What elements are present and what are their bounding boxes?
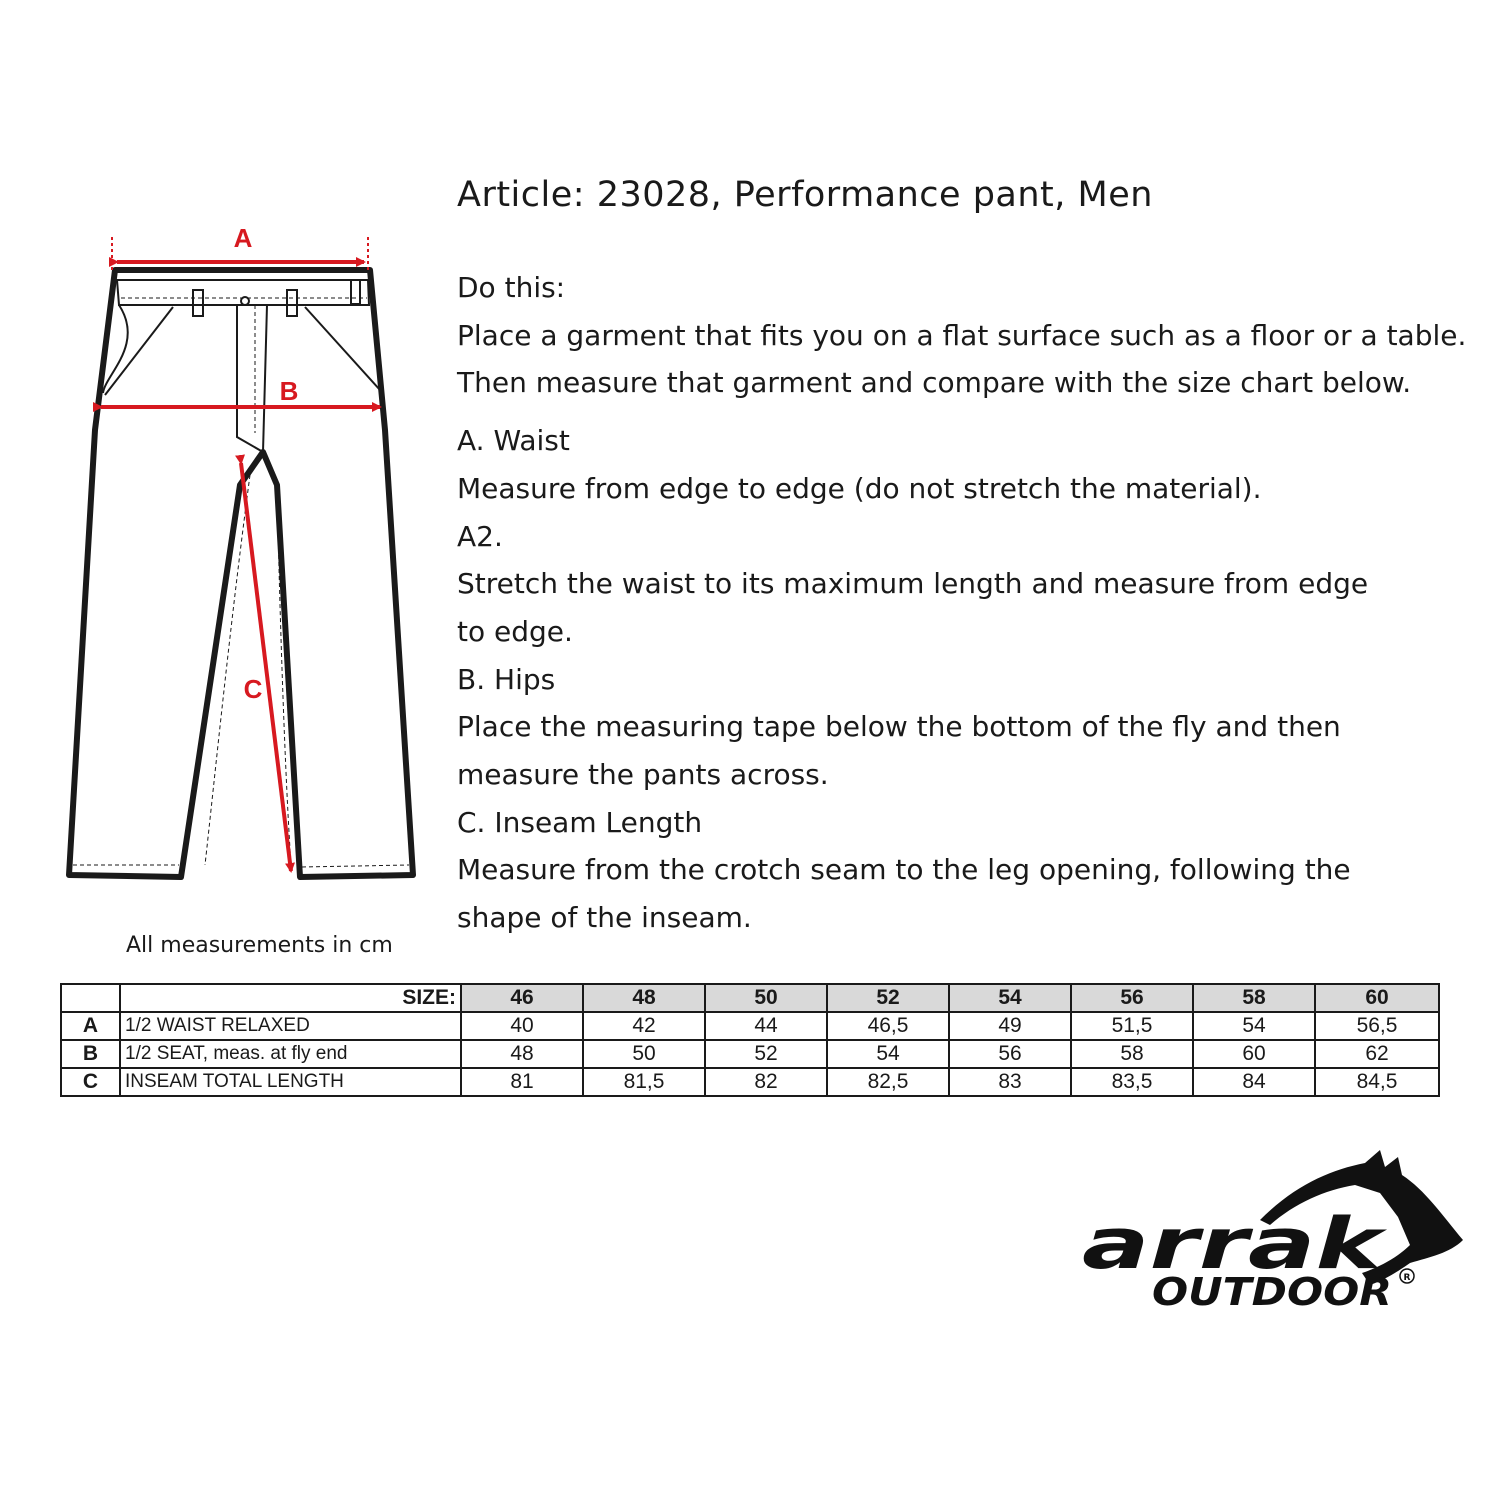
- table-cell: 81: [461, 1068, 583, 1096]
- table-cell: 56: [949, 1040, 1071, 1068]
- table-cell: 82: [705, 1068, 827, 1096]
- table-row: [61, 1040, 1439, 1068]
- table-cell: 58: [1071, 1040, 1193, 1068]
- units-note: All measurements in cm: [126, 933, 393, 958]
- table-cell: 84: [1193, 1068, 1315, 1096]
- table-cell: 42: [583, 1012, 705, 1040]
- table-cell: 52: [705, 1040, 827, 1068]
- article-title: Article: 23028, Performance pant, Men: [457, 175, 1153, 215]
- row-label: INSEAM TOTAL LENGTH: [120, 1068, 461, 1096]
- size-header: 58: [1193, 984, 1315, 1012]
- instructions-heading: Do this:: [457, 271, 566, 304]
- table-cell: 54: [827, 1040, 949, 1068]
- table-cell: 46,5: [827, 1012, 949, 1040]
- arrak-outdoor-logo: [1080, 1145, 1470, 1315]
- logo-brand: arrak: [1082, 1203, 1389, 1285]
- table-row: [61, 1012, 1439, 1040]
- table-cell: 60: [1193, 1040, 1315, 1068]
- table-cell: 44: [705, 1012, 827, 1040]
- table-cell: 48: [461, 1040, 583, 1068]
- table-cell: 50: [583, 1040, 705, 1068]
- table-cell: 62: [1315, 1040, 1439, 1068]
- inseam-description: Measure from the crotch seam to the leg opening, following the shape of the inseam.: [457, 853, 1351, 935]
- table-cell: 83: [949, 1068, 1071, 1096]
- logo-sub: OUTDOOR: [1152, 1270, 1392, 1314]
- row-letter: B: [61, 1040, 120, 1068]
- label-a: A: [233, 225, 253, 253]
- table-cell: 49: [949, 1012, 1071, 1040]
- size-header: 56: [1071, 984, 1193, 1012]
- table-cell: 83,5: [1071, 1068, 1193, 1096]
- row-label: 1/2 WAIST RELAXED: [120, 1012, 461, 1040]
- measuring-instructions: [457, 264, 1467, 942]
- size-label: SIZE:: [120, 984, 461, 1012]
- size-chart-table: [60, 983, 1440, 1097]
- row-label: 1/2 SEAT, meas. at fly end: [120, 1040, 461, 1068]
- pants-measurement-diagram: [55, 225, 425, 890]
- hips-description: Place the measuring tape below the bottom of the fly and then measure the pants across.: [457, 710, 1341, 792]
- label-c: C: [243, 674, 263, 704]
- inseam-heading: C. Inseam Length: [457, 805, 703, 839]
- instruction-line: Place a garment that fits you on a flat surface such as a floor or a table.: [457, 318, 1467, 352]
- waist-heading: A. Waist: [457, 424, 570, 458]
- waist-stretched-description: Stretch the waist to its maximum length and measure from edge to edge.: [457, 567, 1369, 648]
- size-header: 54: [949, 984, 1071, 1012]
- empty-cell: [61, 984, 120, 1012]
- size-header: 60: [1315, 984, 1439, 1012]
- waist-description: Measure from edge to edge (do not stretch the material).: [457, 471, 1262, 505]
- label-b: B: [279, 376, 299, 406]
- row-letter: A: [61, 1012, 120, 1040]
- size-header: 50: [705, 984, 827, 1012]
- table-cell: 56,5: [1315, 1012, 1439, 1040]
- size-header: 46: [461, 984, 583, 1012]
- size-header-row: [61, 984, 1439, 1012]
- table-cell: 40: [461, 1012, 583, 1040]
- row-letter: C: [61, 1068, 120, 1096]
- hips-heading: B. Hips: [457, 662, 556, 696]
- registered-letter: R: [1403, 1273, 1411, 1283]
- table-cell: 51,5: [1071, 1012, 1193, 1040]
- size-header: 48: [583, 984, 705, 1012]
- table-row: [61, 1068, 1439, 1096]
- pants-outline: [69, 270, 413, 877]
- size-header: 52: [827, 984, 949, 1012]
- table-cell: 82,5: [827, 1068, 949, 1096]
- waist-stretched-heading: A2.: [457, 519, 503, 553]
- table-cell: 81,5: [583, 1068, 705, 1096]
- table-cell: 54: [1193, 1012, 1315, 1040]
- instruction-line: Then measure that garment and compare with the size chart below.: [457, 366, 1412, 400]
- table-cell: 84,5: [1315, 1068, 1439, 1096]
